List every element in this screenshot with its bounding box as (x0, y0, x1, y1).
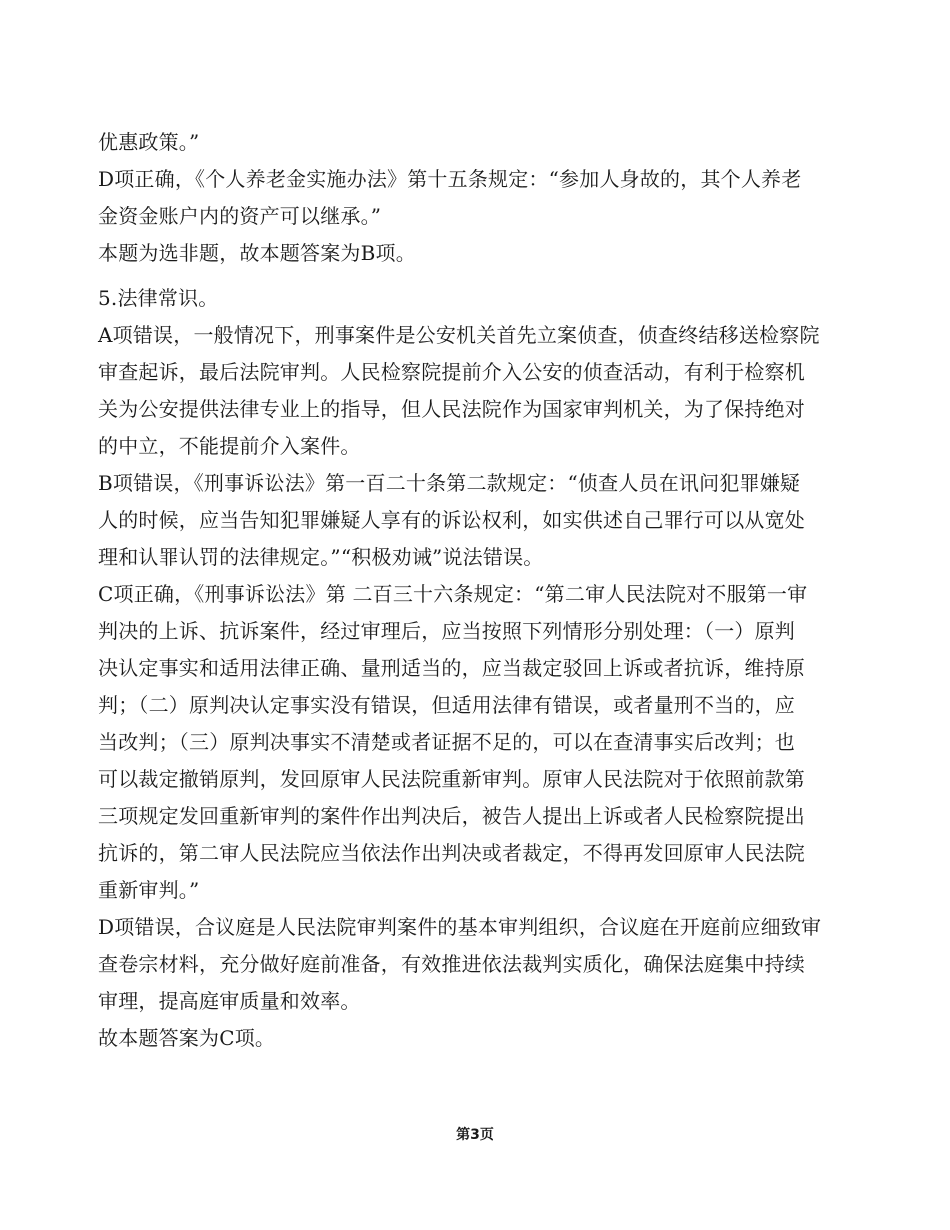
section-heading: 5.法律常识。 (98, 286, 219, 310)
text-line: 可以裁定撤销原判，发回原审人民法院重新审判。原审人民法院对于依照前款第 (98, 767, 805, 791)
text-line: 审查起诉，最后法院审判。人民检察院提前介入公安的侦查活动，有利于检察机 (98, 360, 805, 384)
paragraph-answer-c (98, 1020, 870, 1057)
text-line: 判；（二）原判决认定事实没有错误，但适用法律有错误，或者量刑不当的，应 (98, 693, 795, 717)
text-line: 优惠政策。” (98, 130, 200, 154)
text-line: D项正确，《个人养老金实施办法》第十五条规定：“参加人身故的，其个人养老 (98, 167, 802, 191)
paragraph-option-a (98, 317, 870, 465)
text-line: 当改判；（三）原判决事实不清楚或者证据不足的，可以在查清事实后改判；也 (98, 730, 795, 754)
paragraph-tail-policy (98, 124, 870, 161)
text-line: 决认定事实和适用法律正确、量刑适当的，应当裁定驳回上诉或者抗诉，维持原 (98, 656, 805, 680)
text-line: D项错误，合议庭是人民法院审判案件的基本审判组织，合议庭在开庭前应细致审 (98, 915, 822, 939)
text-line: 三项规定发回重新审判的案件作出判决后，被告人提出上诉或者人民检察院提出 (98, 804, 805, 828)
paragraph-answer-b (98, 235, 870, 272)
paragraph-option-d-pension (98, 161, 870, 235)
text-line: 审理，提高庭审质量和效率。 (98, 989, 361, 1013)
text-line: C项正确，《刑事诉讼法》第 二百三十六条规定：“第二审人民法院对不服第一审 (98, 582, 808, 606)
text-line: 本题为选非题，故本题答案为B项。 (98, 241, 416, 265)
text-line: 重新审判。” (98, 878, 200, 902)
text-line: 人的时候，应当告知犯罪嫌疑人享有的诉讼权利，如实供述自己罪行可以从宽处 (98, 508, 805, 532)
paragraph-option-b (98, 465, 870, 576)
paragraph-option-c (98, 576, 870, 909)
text-line: 金资金账户内的资产可以继承。” (98, 204, 382, 228)
paragraph-option-d (98, 909, 870, 1020)
text-line: 关为公安提供法律专业上的指导，但人民法院作为国家审判机关，为了保持绝对 (98, 397, 805, 421)
text-line: B项错误，《刑事诉讼法》第一百二十条第二款规定：“侦查人员在讯问犯罪嫌疑 (98, 471, 801, 495)
text-line: 抗诉的，第二审人民法院应当依法作出判决或者裁定，不得再发回原审人民法院 (98, 841, 805, 865)
text-line: 的中立，不能提前介入案件。 (98, 434, 361, 458)
text-line: 理和认罪认罚的法律规定。”“积极劝诫”说法错误。 (98, 545, 544, 569)
text-line: 判决的上诉、抗诉案件，经过审理后，应当按照下列情形分别处理：（一）原判 (98, 619, 795, 643)
section-heading-legal (98, 280, 870, 317)
text-line: 查卷宗材料，充分做好庭前准备，有效推进依法裁判实质化，确保法庭集中持续 (98, 952, 805, 976)
document-body (98, 124, 870, 1057)
text-line: 故本题答案为C项。 (98, 1026, 276, 1050)
page-number: 第3页 (456, 1127, 494, 1143)
paragraph-spacer (98, 272, 870, 280)
text-line: A项错误，一般情况下，刑事案件是公安机关首先立案侦查，侦查终结移送检察院 (98, 323, 820, 347)
